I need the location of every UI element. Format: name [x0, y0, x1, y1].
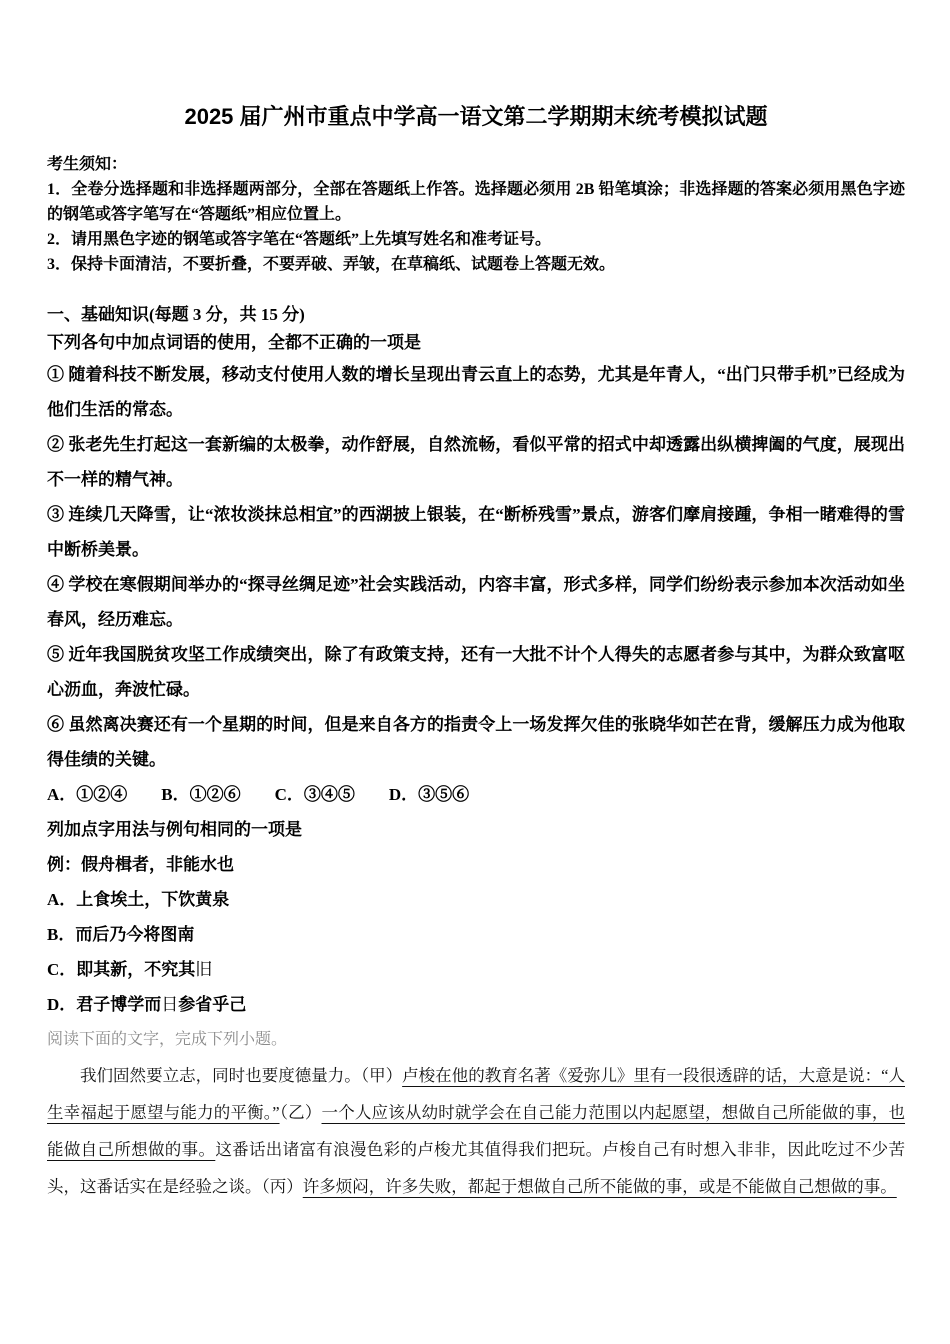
- example-sentence: 例：假舟楫者，非能水也: [47, 855, 234, 874]
- section-reading: [47, 1022, 905, 1205]
- section-heading: 一、基础知识(每题 3 分，共 15 分): [47, 305, 305, 324]
- option-d-text: 君子博学而: [76, 995, 162, 1014]
- passage-segment-5: 这番话出诸富有浪漫色彩的卢梭尤其值得我们把玩。卢梭自己有时想入非非，因此吃过不少苦头，这番话实在是经验之谈。（丙）: [47, 1140, 906, 1196]
- passage-segment-1: 我们固然要立志，同时也要度德量力。（甲）: [80, 1066, 403, 1085]
- notice-item-1: 1．全卷分选择题和非选择题两部分，全部在答题纸上作答。选择题必须用 2B 铅笔填涂；非选择题的答案必须用黑色字迹的钢笔或答字笔写在“答题纸”相应位置上。: [47, 181, 905, 223]
- sentence-item-6: ⑥ 虽然离决赛还有一个星期的时间，但是来自各方的指责令上一场发挥欠佳的张晓华如芒在背，缓解压力成为他取得佳绩的关键。: [47, 715, 905, 769]
- sentence-item-5: ⑤ 近年我国脱贫攻坚工作成绩突出，除了有政策支持，还有一大批不计个人得失的志愿者参与其中，为群众致富呕心沥血，奔波忙碌。: [47, 645, 905, 699]
- passage-segment-6-underlined: 许多烦闷，许多失败，都起于想做自己所不能做的事，或是不能做自己想做的事。: [302, 1177, 897, 1196]
- option-c-marked-char: 旧: [195, 960, 213, 979]
- option-a: [47, 882, 905, 917]
- sentence-item-4: ④ 学校在寒假期间举办的“探寻丝绸足迹”社会实践活动，内容丰富，形式多样，同学们纷纷表示参加本次活动如坐春风，经历难忘。: [47, 575, 905, 629]
- reading-instruction: 阅读下面的文字，完成下列小题。: [47, 1031, 288, 1048]
- passage-segment-2-underlined: 卢梭在他的教育名著《爱弥儿》里有一段很透辟的话，大意是说：“人生幸福起于愿望与能力的平衡。”: [47, 1066, 906, 1122]
- option-d: [47, 987, 905, 1022]
- reading-passage: [47, 1057, 905, 1205]
- notice-item-2: 2．请用黑色字迹的钢笔或答字笔在“答题纸”上先填写姓名和准考证号。: [47, 231, 552, 248]
- question2-stem: 列加点字用法与例句相同的一项是: [47, 820, 302, 839]
- question1-choices: A．①②④ B．①②⑥ C．③④⑤ D．③⑤⑥: [47, 785, 470, 804]
- option-b-text: 而后乃今将图南: [75, 925, 195, 944]
- page-title: 2025 届广州市重点中学高一语文第二学期期末统考模拟试题: [184, 104, 768, 129]
- question1-stem: 下列各句中加点词语的使用，全都不正确的一项是: [47, 333, 421, 352]
- option-c-label: C．: [47, 960, 77, 979]
- section-basics: [47, 301, 905, 812]
- option-a-label: A．: [47, 890, 77, 909]
- option-c-text: 即其新，不究其: [76, 960, 196, 979]
- sentence-item-3: ③ 连续几天降雪，让“浓妆淡抹总相宜”的西湖披上银装，在“断桥残雪”景点，游客们摩肩接踵，争相一睹难得的雪中断桥美景。: [47, 505, 905, 559]
- option-d-text-tail: 参省乎己: [178, 995, 247, 1014]
- notice-section: [47, 152, 905, 277]
- option-c: [47, 952, 905, 987]
- sentence-item-2: ② 张老先生打起这一套新编的太极拳，动作舒展，自然流畅，看似平常的招式中却透露出纵横捭阖的气度，展现出不一样的精气神。: [47, 435, 905, 489]
- notice-heading: 考生须知：: [47, 156, 128, 173]
- notice-item-3: 3．保持卡面清洁，不要折叠，不要弄破、弄皱，在草稿纸、试题卷上答题无效。: [47, 256, 616, 273]
- option-b-label: B．: [47, 925, 76, 944]
- option-d-label: D．: [47, 995, 77, 1014]
- sentence-list: [47, 357, 905, 777]
- section-question2: [47, 812, 905, 1022]
- option-a-text: 上食埃土，下饮黄泉: [76, 890, 230, 909]
- option-b: [47, 917, 905, 952]
- option-d-marked-char: 日: [161, 995, 179, 1014]
- sentence-item-1: ① 随着科技不断发展，移动支付使用人数的增长呈现出青云直上的态势，尤其是年青人，“出门只带手机”已经成为他们生活的常态。: [47, 365, 905, 419]
- passage-segment-4-underlined: 一个人应该从幼时就学会在自己能力范围以内起愿望，想做自己所能做的事，也能做自己所想做的事。: [47, 1103, 906, 1159]
- passage-segment-3: （乙）: [279, 1103, 322, 1122]
